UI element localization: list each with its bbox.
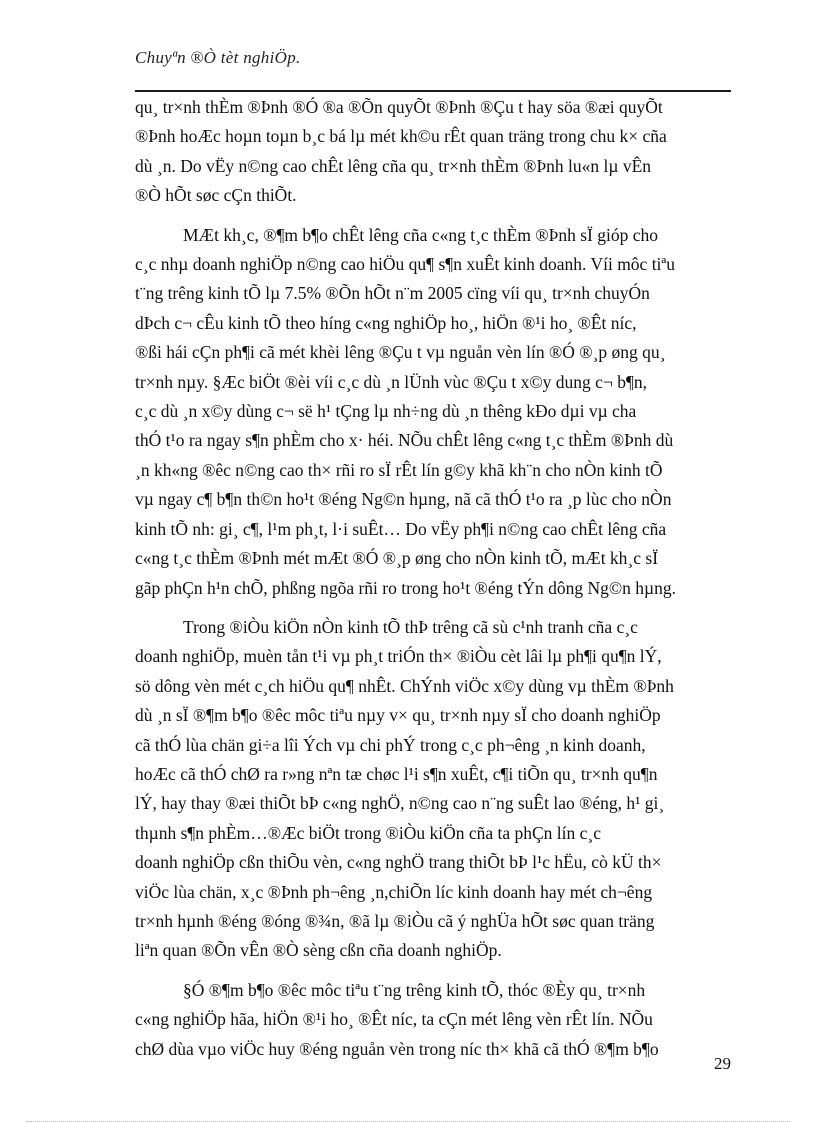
- paragraph-1: qu¸ tr×nh thÈm ®Þnh ®Ó ®a ®Õn quyÕt ®Þnh ®Çu t hay söa ®æi quyÕt ®Þnh hoÆc hoµn toµn b¸c bá lµ mét kh©u rÊt quan träng trong chu k× cña dù ¸n. Do vËy n©ng cao chÊt lêng cña qu¸ tr×nh thÈm ®Þnh lu«n lµ vÊn ®Ò hÕt søc cÇn thiÕt.: [135, 97, 667, 206]
- header-rule: [135, 90, 731, 92]
- body-text: [135, 93, 731, 1064]
- paragraph-3: Trong ®iÒu kiÖn nÒn kinh tÕ thÞ trêng cã sù c¹nh tranh cña c¸c doanh nghiÖp, muèn tån t¹i vµ ph¸t triÓn th× ®iÒu cèt lâi lµ ph¶i qu¶n lÝ, sö dông vèn mét c¸ch hiÖu qu¶ nhÊt. ChÝnh viÖc x©y dùng vµ thÈm ®Þnh dù ¸n sÏ ®¶m b¶o ®êc môc tiªu nµy v× qu¸ tr×nh nµy sÏ cho doanh nghiÖp cã thÓ lùa chän gi÷a lîi Ých vµ chi phÝ trong c¸c ph¬êng ¸n kinh doanh, hoÆc cã thÓ chØ ra r»ng nªn tæ chøc l¹i s¶n xuÊt, c¶i tiÕn qu¸ tr×nh qu¶n lÝ, hay thay ®æi thiÕt bÞ c«ng nghÖ, n©ng cao n¨ng suÊt lao ®éng, h¹ gi¸ thµnh s¶n phÈm…®Æc biÖt trong ®iÒu kiÖn cña ta phÇn lín c¸c doanh nghiÖp cßn thiÕu vèn, c«ng nghÖ trang thiÕt bÞ l¹c hËu, cò kÜ th× viÖc lùa chän, x¸c ®Þnh ph¬êng ¸n,chiÕn líc kinh doanh hay mét ch¬êng tr×nh hµnh ®éng ®óng ®¾n, ®ã lµ ®iÒu cã ý nghÜa hÕt søc quan träng liªn quan ®Õn vÊn ®Ò sèng cßn cña doanh nghiÖp.: [135, 616, 674, 961]
- running-header: Chuyªn ®Ò tèt nghiÖp.: [135, 48, 301, 67]
- page-bottom-divider: [26, 1121, 790, 1122]
- paragraph-2: MÆt kh¸c, ®¶m b¶o chÊt lêng cña c«ng t¸c thÈm ®Þnh sÏ gióp cho c¸c nhµ doanh nghiÖp n©ng cao hiÖu qu¶ s¶n xuÊt kinh doanh. Víi môc tiªu t¨ng trêng kinh tÕ lµ 7.5% ®Õn hÕt n¨m 2005 cïng víi qu¸ tr×nh chuyÓn dÞch c¬ cÊu kinh tÕ theo híng c«ng nghiÖp ho¸, hiÖn ®¹i ho¸ ®Êt níc, ®ßi hái cÇn ph¶i cã mét khèi lêng ®Çu t vµ nguån vèn lín ®Ó ®¸p øng qu¸ tr×nh nµy. §Æc biÖt ®èi víi c¸c dù ¸n lÜnh vùc ®Çu t x©y dung c¬ b¶n, c¸c dù ¸n x©y dùng c¬ së h¹ tÇng lµ nh÷ng dù ¸n thêng kÐo dµi vµ cha thÓ t¹o ra ngay s¶n phÈm cho x· héi. NÕu chÊt lêng c«ng t¸c thÈm ®Þnh dù ¸n kh«ng ®êc n©ng cao th× rñi ro sÏ rÊt lín g©y khã kh¨n cho nÒn kinh tÕ vµ ngay c¶ b¶n th©n ho¹t ®éng Ng©n hµng, nã cã thÓ t¹o ra ¸p lùc cho nÒn kinh tÕ nh: gi¸ c¶, l¹m ph¸t, l·i suÊt… Do vËy ph¶i n©ng cao chÊt lêng cña c«ng t¸c thÈm ®Þnh mét mÆt ®Ó ®¸p øng cho nÒn kinh tÕ, mÆt kh¸c sÏ gãp phÇn h¹n chÕ, phßng ngõa rñi ro trong ho¹t ®éng tÝn dông Ng©n hµng.: [135, 224, 677, 598]
- paragraph-4: §Ó ®¶m b¶o ®êc môc tiªu t¨ng trêng kinh tÕ, thóc ®Èy qu¸ tr×nh c«ng nghiÖp hãa, hiÖn ®¹i ho¸ ®Êt níc, ta cÇn mét lêng vèn rÊt lín. NÕu chØ dùa vµo viÖc huy ®éng nguån vèn trong níc th× khã cã thÓ ®¶m b¶o: [135, 979, 659, 1059]
- page-number: 29: [714, 1054, 731, 1073]
